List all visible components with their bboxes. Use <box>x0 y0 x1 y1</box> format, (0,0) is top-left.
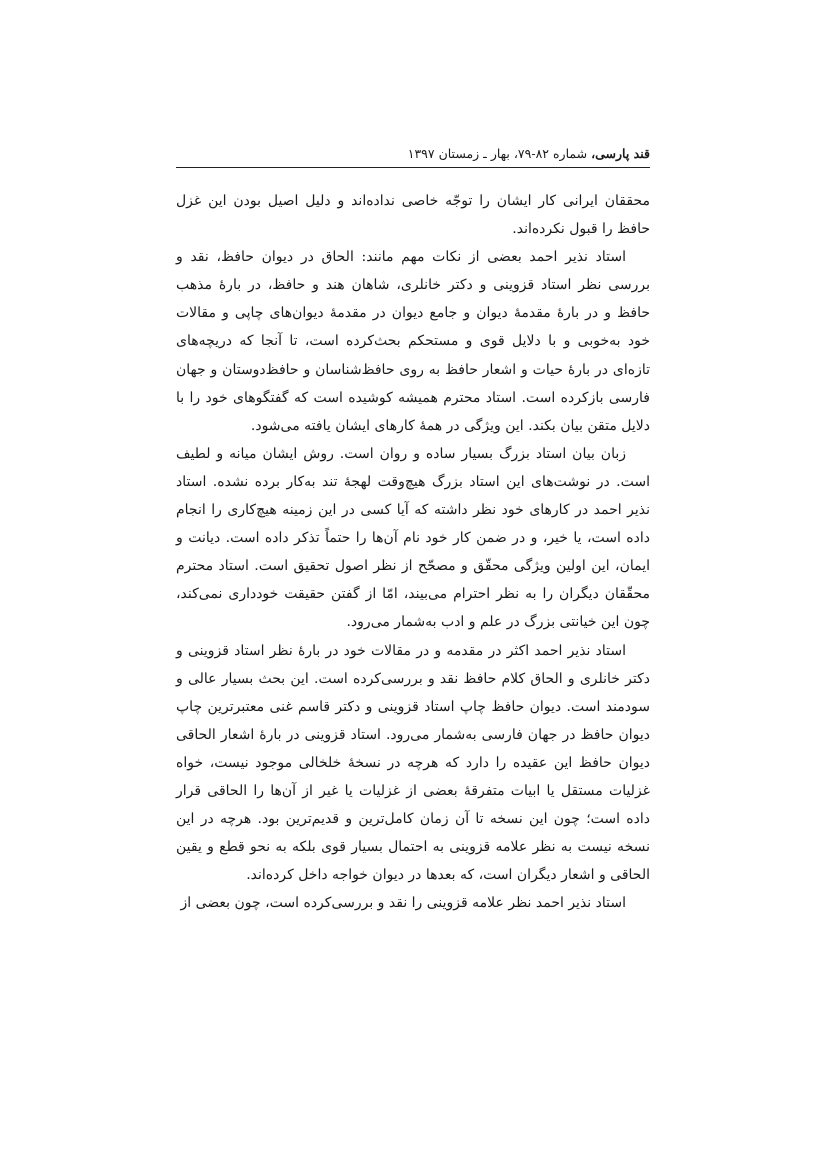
paragraph-4: استاد نذیر احمد اکثر در مقدمه و در مقالات خود در بارهٔ نظر استاد قزوینی و دکتر خانلری و الحاق کلام حافظ نقد و بررسی‌کرده است. این بحث بسیار عالی و سودمند است. دیوان حافظ چاپ استاد قزوینی و دکتر قاسم غنی معتبرترین چاپ دیوان حافظ در جهان فارسی به‌شمار می‌رود. استاد قزوینی در بارهٔ اشعار الحاقی دیوان حافظ این عقیده را دارد که هرچه در نسخهٔ خلخالی موجود نیست، خواه غزلیات مستقل یا ابیات متفرقهٔ بعضی از غزلیات یا غیر از آن‌ها را الحاقی قرار داده است؛ چون این نسخه تا آن زمان کامل‌ترین و قدیم‌ترین بود. هرچه در این نسخه نیست به نظر علامه قزوینی به احتمال بسیار قوی بلکه به نحو قطع و یقین الحاقی و اشعار دیگران است، که بعدها در دیوان خواجه داخل کرده‌اند. <box>176 642 650 884</box>
journal-name: قند پارسی، <box>591 146 650 161</box>
paragraph-2: استاد نذیر احمد بعضی از نکات مهم مانند: الحاق در دیوان حافظ، نقد و بررسی نظر استاد قزوینی و دکتر خانلری، شاهان هند و حافظ، در بارهٔ مذهب حافظ و در بارهٔ مقدمهٔ دیوان و جامع دیوان در مقدمهٔ دیوان‌های چاپی و مقالات خود به‌خوبی و با دلایل قوی و مستحکم بحث‌کرده است، تا آنجا که دریچه‌های تازه‌ای در بارهٔ حیات و اشعار حافظ به روی حافظ‌شناسان و حافظ‌دوستان و جهان فارسی بازکرده است. استاد محترم همیشه کوشیده است که گفتگوهای خود را با دلایل متقن بیان بکند. این ویژگی در همهٔ کارهای ایشان یافته می‌شود. <box>176 249 651 434</box>
paragraph-3: زبان بیان استاد بزرگ بسیار ساده و روان است. روش ایشان میانه و لطیف است. در نوشت‌های این استاد بزرگ هیچ‌وقت لهجهٔ تند به‌کار برده نشده. استاد نذیر احمد در کارهای خود نظر داشته که آیا کسی در این زمینه هیچ‌کاری را انجام داده است، یا خیر، و در ضمن کار خود نام آن‌ها را حتماً تذکر داده است. دیانت و ایمان، این اولین ویژگی محقّق و مصحّح از نظر اصول تحقیق است. استاد محترم محقّقان دیگران را به نظر احترام می‌بیند، امّا از گفتن حقیقت خودداری نمی‌کند، چون این خیانتی بزرگ در علم و ادب به‌شمار می‌رود. <box>176 445 650 631</box>
paragraph-5: استاد نذیر احمد نظر علامه قزوینی را نقد و بررسی‌کرده است، چون بعضی از <box>180 895 626 912</box>
article-body <box>176 187 650 917</box>
header-rule <box>176 167 650 168</box>
running-head <box>176 145 650 163</box>
paragraph-1: محققان ایرانی کار ایشان را توجّه خاصی نداده‌اند و دلیل اصیل بودن این غزل حافظ را قبول نکرده‌اند. <box>176 193 650 238</box>
issue-info: شماره ۸۲-۷۹، بهار ـ زمستان ۱۳۹۷ <box>407 146 592 161</box>
